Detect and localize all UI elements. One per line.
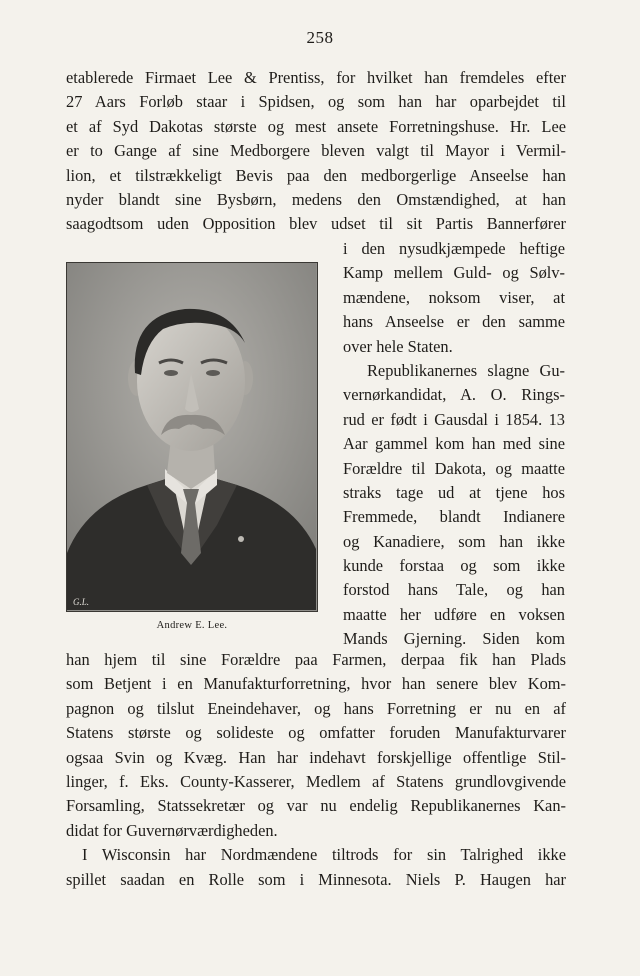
- text-line: Forsamling, Statssekretær og var nu endelig Republikanernes Kan-: [66, 796, 566, 816]
- text-line: Forældre til Dakota, og maatte: [343, 458, 565, 478]
- text-line: som Betjent i en Manufakturforretning, hvor han senere blev Kom-: [66, 674, 566, 694]
- text-line: kunde forstaa og som ikke: [343, 556, 565, 576]
- text-line: Fremmede, blandt Indianere: [343, 507, 565, 527]
- text-line: i den nysudkjæmpede heftige: [343, 239, 565, 258]
- text-line: Republikanernes slagne Gu-: [367, 360, 565, 380]
- engraver-mark: G.L.: [73, 597, 90, 607]
- text-line: spillet saadan en Rolle som i Minnesota. Niels P. Haugen har: [66, 869, 566, 889]
- paragraph-1-top: [66, 66, 566, 237]
- text-line: er to Gange af sine Medborgere bleven valgt til Mayor i Vermil-: [66, 141, 566, 161]
- text-line: linger, f. Eks. County-Kasserer, Medlem af Statens grundlovgivende: [66, 771, 566, 791]
- portrait-image: [67, 263, 316, 610]
- text-line: lion, et tilstrækkeligt Bevis paa den medborgerlige Anseelse han: [66, 165, 566, 185]
- text-line: nyder blandt sine Bysbørn, medens den Omstændighed, at han: [66, 189, 566, 209]
- text-line: hans Anseelse er den samme: [343, 312, 565, 332]
- portrait-caption: Andrew E. Lee.: [156, 620, 228, 631]
- text-line: ogsaa Svin og Kvæg. Han har indehavt forskjellige offentlige Stil-: [66, 747, 566, 767]
- text-line: pagnon og tilslut Eneindehaver, og hans Forretning er nu en af: [66, 698, 566, 718]
- text-line: forstod hans Tale, og han: [343, 580, 565, 600]
- portrait-frame: [66, 262, 318, 612]
- text-line: et af Syd Dakotas største og mest ansete Forretningshuse. Hr. Lee: [66, 116, 566, 136]
- text-line: rud er født i Gausdal i 1854. 13: [343, 409, 565, 429]
- side-column: [343, 237, 565, 652]
- text-line: I Wisconsin har Nordmændene tiltrods for sin Talrighed ikke: [82, 845, 566, 865]
- text-line: saagodtsom uden Opposition blev udset til sit Partis Bannerfører: [66, 214, 566, 234]
- text-line: etablerede Firmaet Lee & Prentiss, for hvilket han fremdeles efter: [66, 68, 566, 87]
- text-line: Mands Gjerning. Siden kom: [343, 629, 565, 649]
- text-line: didat for Guvernørværdigheden.: [66, 820, 278, 840]
- text-line: Aar gammel kom han med sine: [343, 434, 565, 454]
- text-line: straks tage ud at tjene hos: [343, 482, 565, 502]
- text-line: Statens største og solideste og omfatter foruden Manufakturvarer: [66, 723, 566, 743]
- text-line: vernørkandidat, A. O. Rings-: [343, 385, 565, 405]
- text-line: maatte her udføre en voksen: [343, 604, 565, 624]
- text-line: han hjem til sine Forældre paa Farmen, derpaa fik han Plads: [66, 650, 566, 669]
- text-line: over hele Staten.: [343, 336, 453, 356]
- text-line: mændene, noksom viser, at: [343, 287, 565, 307]
- page-number: 258: [306, 28, 334, 47]
- paragraph-2-bottom: [66, 648, 566, 892]
- text-line: og Kanadiere, som han ikke: [343, 531, 565, 551]
- text-line: 27 Aars Forløb staar i Spidsen, og som han har oparbejdet til: [66, 92, 566, 112]
- text-line: Kamp mellem Guld- og Sølv-: [343, 263, 565, 283]
